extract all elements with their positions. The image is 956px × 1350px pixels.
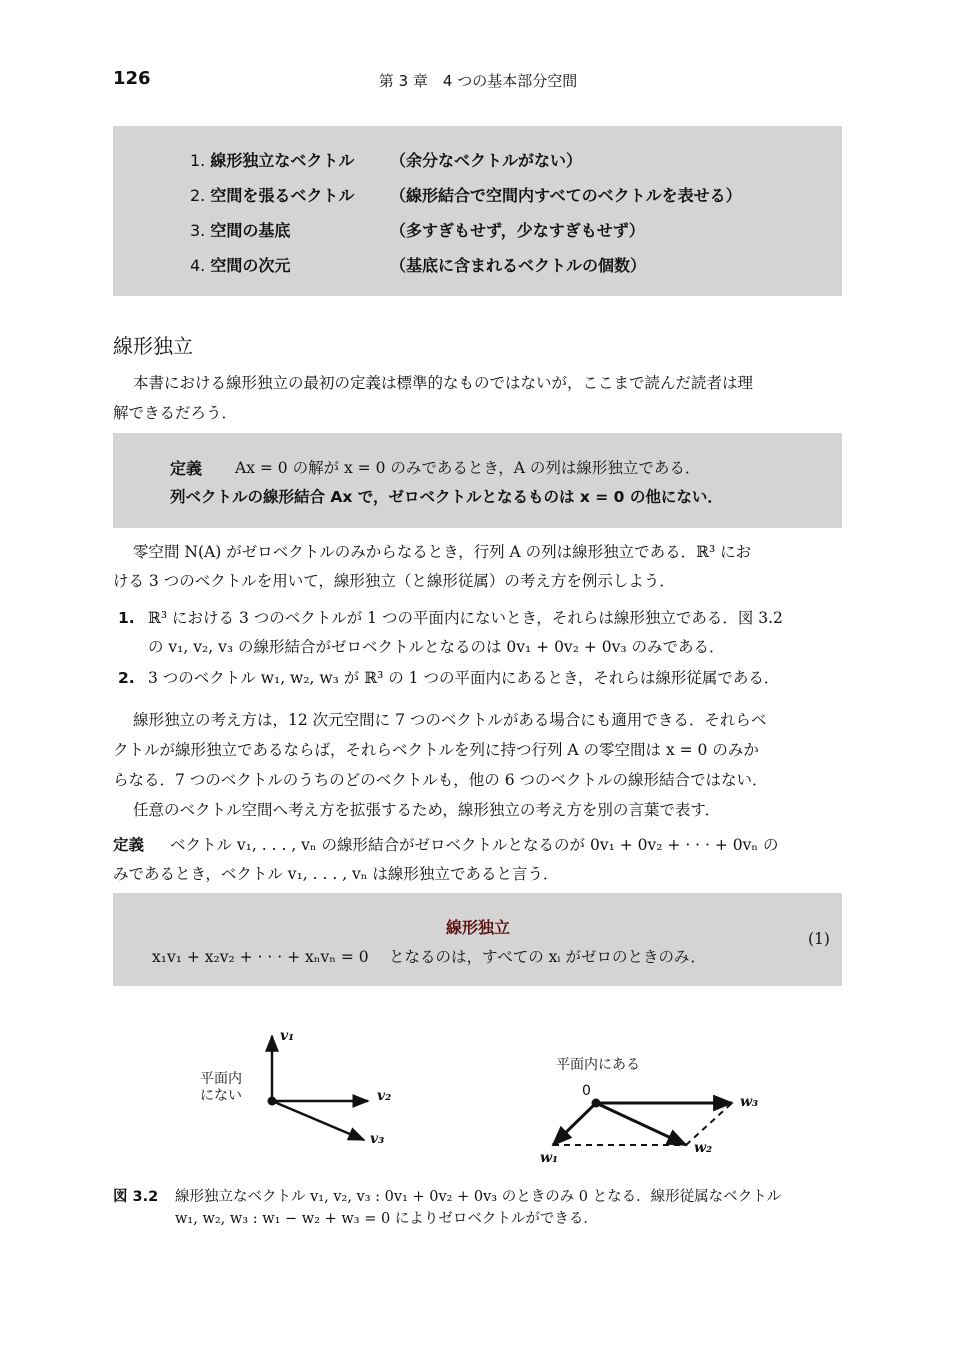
summary-term: 線形独立なベクトル (210, 151, 355, 170)
figure-3-2 (0, 1020, 956, 1180)
running-title: 第 3 章 4 つの基本部分空間 (378, 72, 578, 90)
vector-w1 (553, 1103, 596, 1145)
origin-point-left (268, 1097, 277, 1106)
summary-item (190, 218, 290, 241)
independent-vectors (268, 1036, 369, 1140)
in-plane-label: 平面内にある (556, 1057, 640, 1073)
label-w1: w₁ (540, 1150, 559, 1166)
vector-v3 (272, 1101, 364, 1140)
definition2-line-1: ベクトル v₁, . . . , vₙ の線形結合がゼロベクトルとなるのが 0v₁ + 0v₂ + · · · + 0vₙ の (170, 836, 779, 854)
equation-title: 線形独立 (445, 918, 510, 937)
summary-desc: （線形結合で空間内すべてのベクトルを表せる） (390, 186, 742, 205)
definition-line-2: 列ベクトルの線形結合 Ax で，ゼロベクトルとなるものは x = 0 の他にない． (170, 488, 723, 506)
para2-line-2: ける 3 つのベクトルを用いて，線形独立（と線形従属）の考え方を例示しよう． (113, 572, 675, 590)
not-in-plane-line-2: にない (200, 1088, 242, 1104)
vector-w2 (596, 1103, 686, 1145)
definition2-line-2: みであるとき，ベクトル v₁, . . . , vₙ は線形独立であると言う． (113, 865, 559, 883)
list-num-2: 2. (118, 669, 135, 687)
summary-num: 1. (190, 151, 206, 170)
para3-line-3: らなる．7 つのベクトルのうちのどのベクトルも，他の 6 つのベクトルの線形結合ではない． (113, 771, 768, 789)
origin-point-right (592, 1099, 601, 1108)
summary-num: 3. (190, 221, 206, 240)
equation-box (113, 893, 842, 986)
equation-line: x₁v₁ + x₂v₂ + · · · + xₙvₙ = 0 となるのは，すべての xᵢ がゼロのときのみ． (152, 948, 706, 966)
caption-line-2: w₁, w₂, w₃ : w₁ − w₂ + w₃ = 0 によりゼロベクトルができる． (175, 1211, 598, 1227)
summary-desc: （多すぎもせず，少なすぎもせず） (390, 221, 645, 240)
summary-item (190, 253, 290, 276)
label-v2: v₂ (377, 1088, 392, 1104)
definition2-label: 定義 (113, 836, 145, 854)
intro-line-2: 解できるだろう． (113, 404, 238, 422)
summary-term: 空間を張るベクトル (210, 186, 355, 205)
summary-item (190, 148, 354, 171)
para3-line-4: 任意のベクトル空間へ考え方を拡張するため，線形独立の考え方を別の言葉で表す． (133, 801, 721, 819)
caption-line-1: 線形独立なベクトル v₁, v₂, v₃ : 0v₁ + 0v₂ + 0v₃ のときのみ 0 となる．線形従属なベクトル (175, 1189, 782, 1205)
label-w2: w₂ (694, 1140, 713, 1156)
list-item-1-line-2: の v₁, v₂, v₃ の線形結合がゼロベクトルとなるのは 0v₁ + 0v₂ + 0v₃ のみである． (148, 638, 725, 656)
para2-line-1: 零空間 N(A) がゼロベクトルのみからなるとき，行列 A の列は線形独立である．ℝ³ にお (133, 543, 752, 561)
label-w3: w₃ (740, 1094, 759, 1110)
list-item-2-line: 3 つのベクトル w₁, w₂, w₃ が ℝ³ の 1 つの平面内にあるとき，それらは線形従属である． (148, 669, 780, 687)
dashed-edge-right (686, 1103, 732, 1145)
page-number: 126 (113, 68, 151, 89)
not-in-plane-line-1: 平面内 (200, 1071, 242, 1087)
label-v3: v₃ (370, 1131, 385, 1147)
not-in-plane-label (200, 1071, 242, 1105)
definition-label: 定義 (170, 459, 203, 478)
dependent-vectors (553, 1099, 732, 1146)
para3-line-2: クトルが線形独立であるならば，それらベクトルを列に持つ行列 A の零空間は x = 0 のみか (113, 741, 759, 759)
label-v1: v₁ (280, 1028, 295, 1044)
caption-label: 図 3.2 (113, 1189, 159, 1205)
summary-term: 空間の基底 (210, 221, 291, 240)
equation-number: (1) (808, 930, 830, 948)
intro-line-1: 本書における線形独立の最初の定義は標準的なものではないが，ここまで読んだ読者は理 (133, 374, 754, 392)
definition-box (113, 433, 842, 528)
summary-item (190, 183, 354, 206)
summary-num: 2. (190, 186, 206, 205)
summary-term: 空間の次元 (210, 256, 291, 275)
summary-num: 4. (190, 256, 206, 275)
list-item-1-line-1: ℝ³ における 3 つのベクトルが 1 つの平面内にないとき，それらは線形独立である．図 3.2 (148, 609, 783, 627)
summary-desc: （余分なベクトルがない） (390, 151, 583, 170)
definition-line-1: Ax = 0 の解が x = 0 のみであるとき，A の列は線形独立である． (235, 459, 701, 477)
para3-line-1: 線形独立の考え方は，12 次元空間に 7 つのベクトルがある場合にも適用できる．それらベ (133, 711, 767, 729)
summary-desc: （基底に含まれるベクトルの個数） (390, 256, 647, 275)
list-num-1: 1. (118, 609, 135, 627)
origin-label: 0 (582, 1083, 591, 1099)
section-title: 線形独立 (113, 334, 193, 358)
